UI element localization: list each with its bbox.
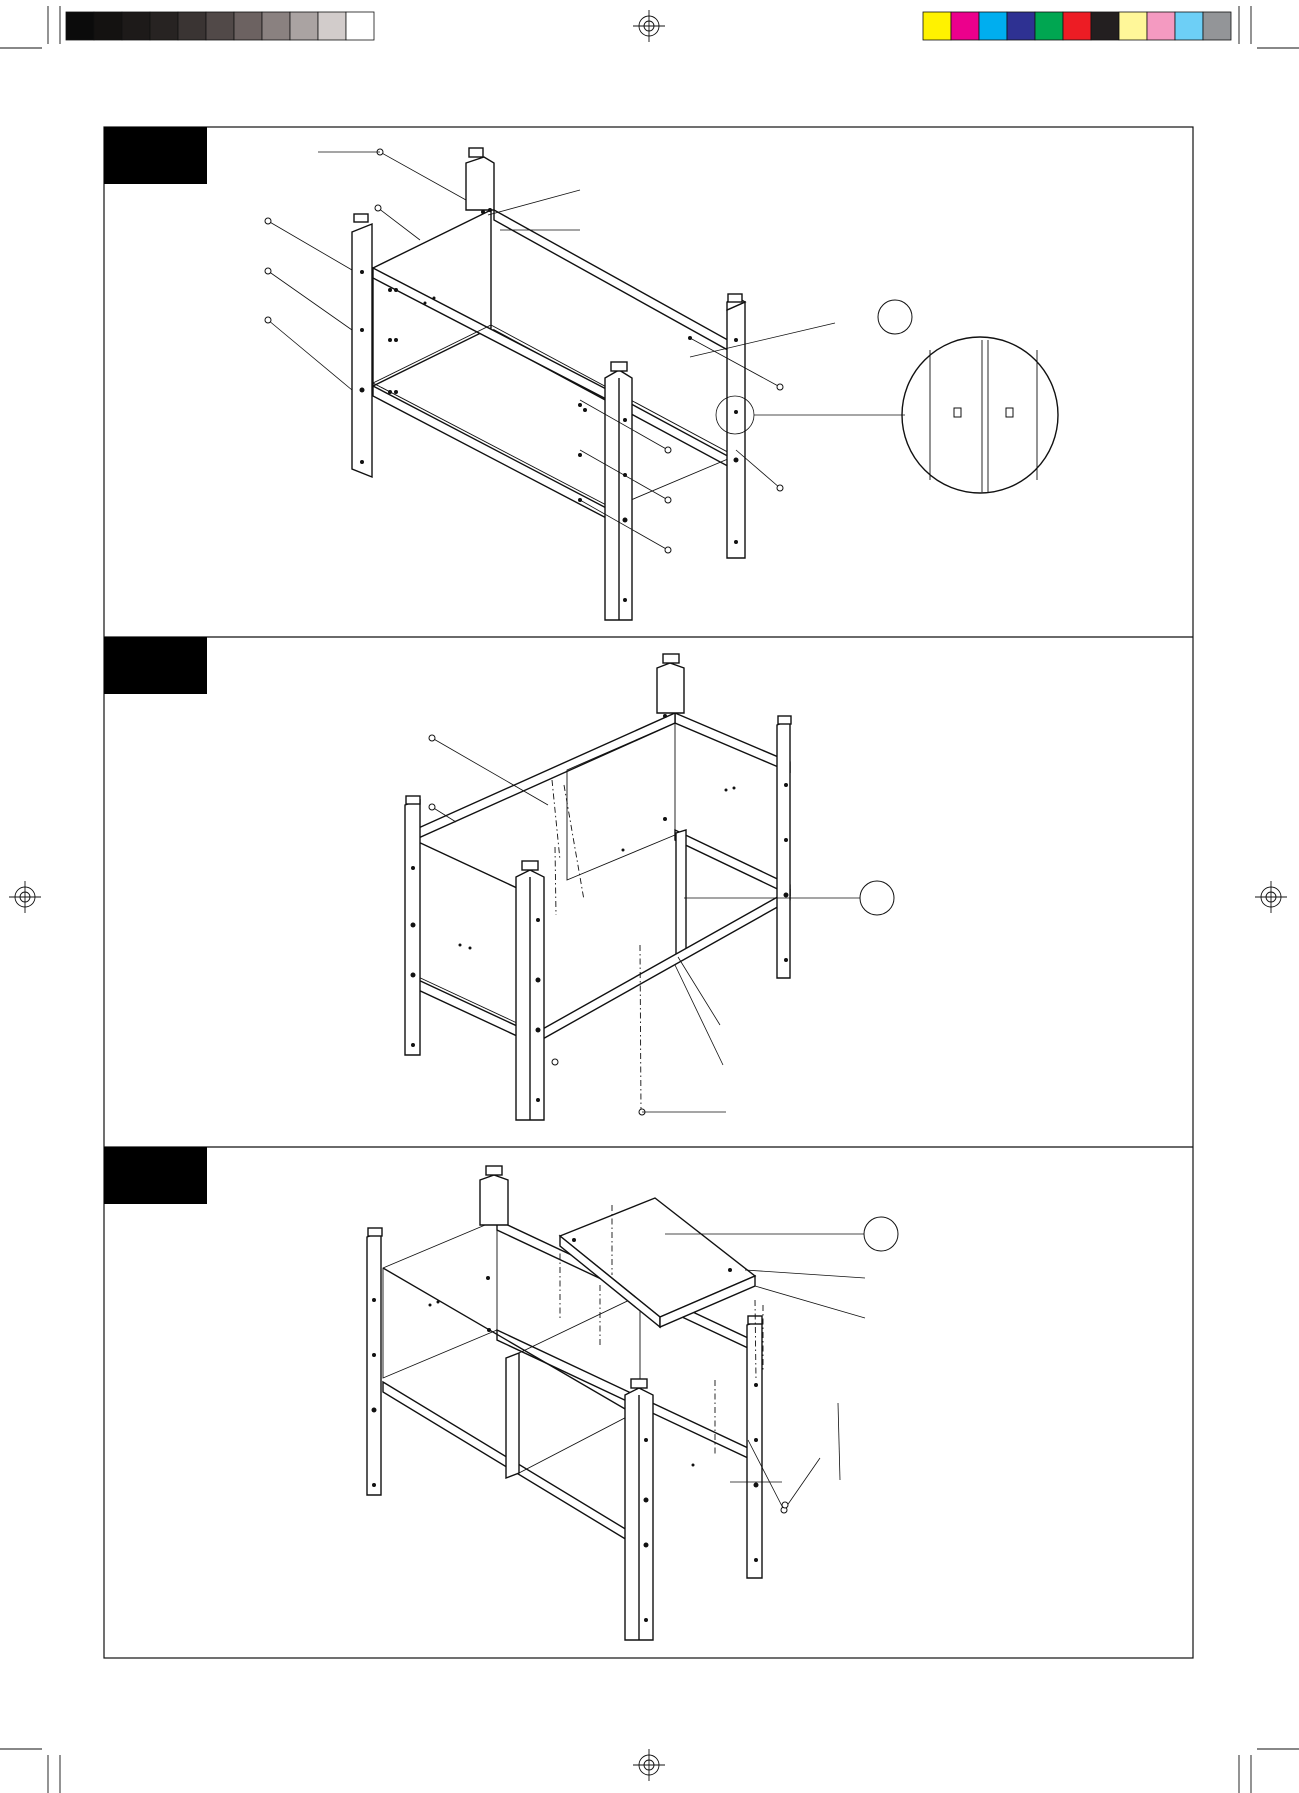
- step-3-badge: [104, 1147, 207, 1204]
- color-swatch: [1147, 12, 1175, 40]
- color-swatch: [1035, 12, 1063, 40]
- color-swatch: [318, 12, 346, 40]
- color-swatch: [923, 12, 951, 40]
- color-swatch: [206, 12, 234, 40]
- registration-target-bottom: [633, 1749, 665, 1781]
- color-swatch: [979, 12, 1007, 40]
- step-1-badge: [104, 127, 207, 184]
- color-swatch: [94, 12, 122, 40]
- step-2-badge: [104, 637, 207, 694]
- color-swatch: [122, 12, 150, 40]
- step-3-drawing: [367, 1166, 898, 1640]
- registration-target-right: [1255, 881, 1287, 913]
- color-swatch: [1119, 12, 1147, 40]
- color-swatch: [1007, 12, 1035, 40]
- color-swatch: [1063, 12, 1091, 40]
- color-swatch: [66, 12, 94, 40]
- color-swatch: [262, 12, 290, 40]
- color-swatch: [178, 12, 206, 40]
- color-swatch: [290, 12, 318, 40]
- color-swatch: [951, 12, 979, 40]
- registration-target-left: [9, 881, 41, 913]
- step-1-drawing: [265, 148, 1058, 620]
- detail-view: [902, 337, 1058, 493]
- color-swatch: [1203, 12, 1231, 40]
- color-swatch: [234, 12, 262, 40]
- grayscale-bar: [66, 12, 374, 40]
- registration-target-top: [633, 10, 665, 42]
- color-swatch: [1175, 12, 1203, 40]
- process-color-bar: [923, 12, 1231, 40]
- step-2-drawing: [405, 654, 894, 1120]
- color-swatch: [346, 12, 374, 40]
- color-swatch: [1091, 12, 1119, 40]
- color-swatch: [150, 12, 178, 40]
